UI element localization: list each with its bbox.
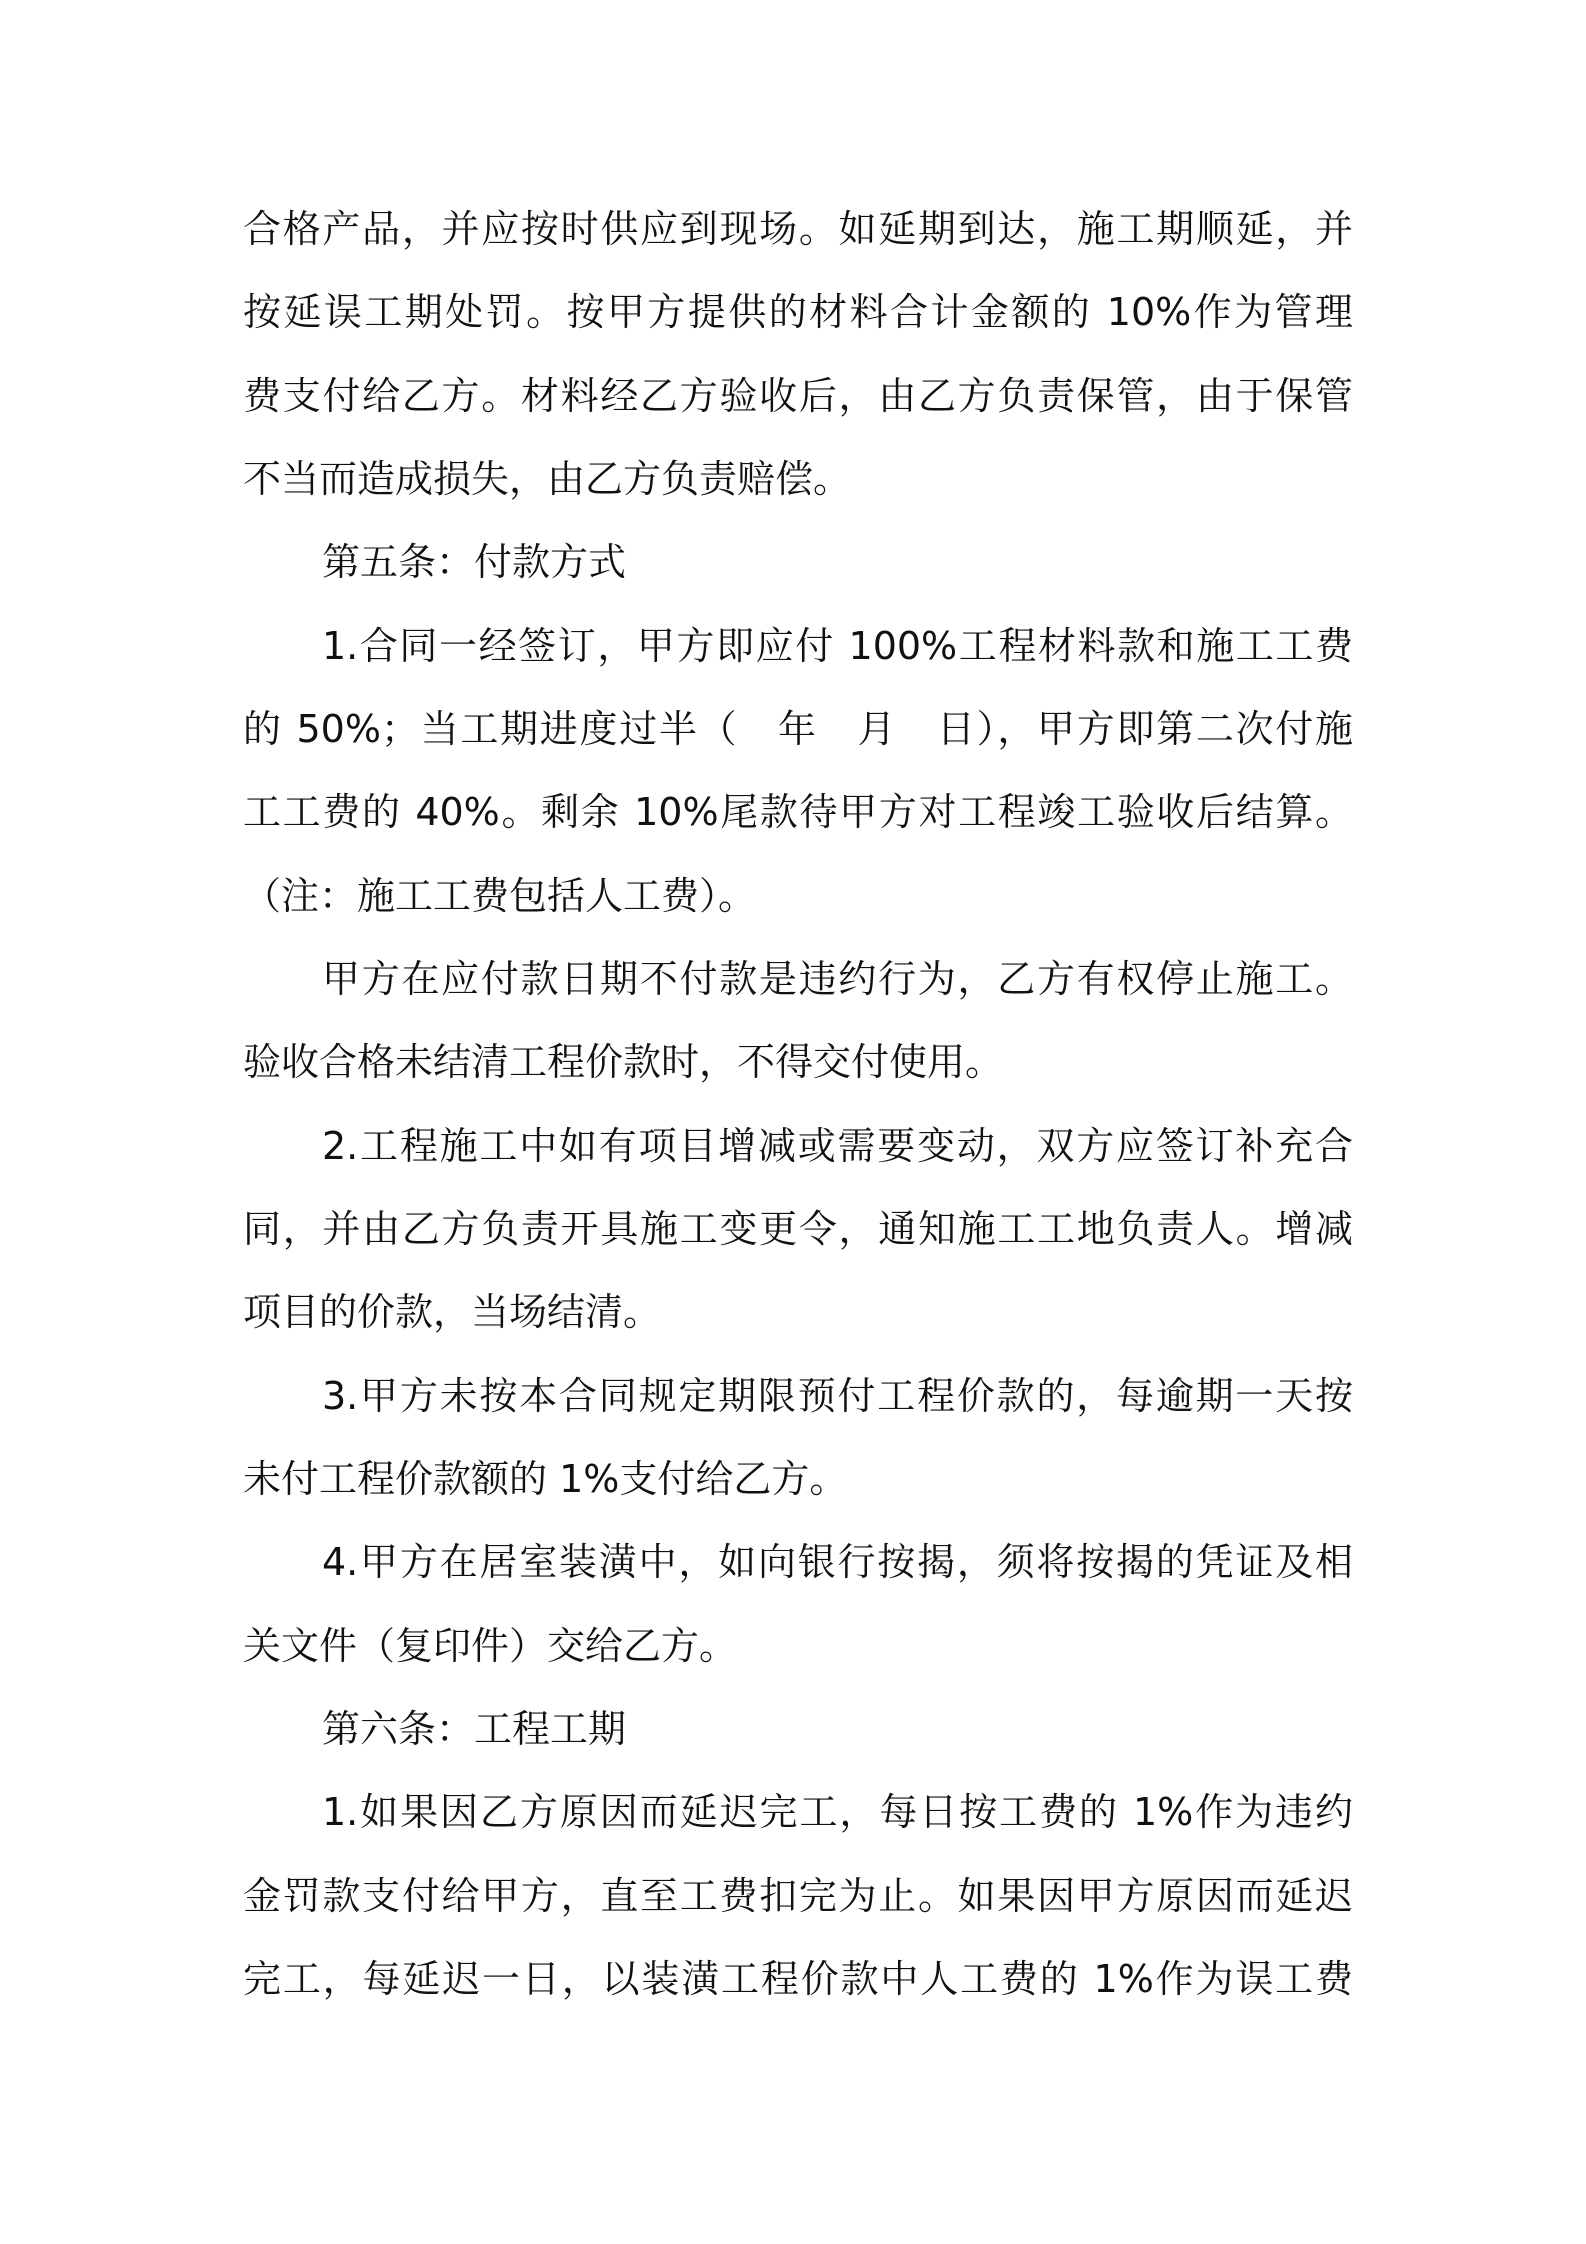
text-line: 的 50%；当工期进度过半（ 年 月 日），甲方即第二次付施 <box>243 707 1353 751</box>
text-line: 4.甲方在居室装潢中，如向银行按揭，须将按揭的凭证及相 <box>322 1540 1353 1584</box>
text-line: 1.如果因乙方原因而延迟完工，每日按工费的 1%作为违约 <box>322 1790 1353 1834</box>
text-line: 按延误工期处罚。按甲方提供的材料合计金额的 10%作为管理 <box>243 290 1353 334</box>
text-line: 金罚款支付给甲方，直至工费扣完为止。如果因甲方原因而延迟 <box>243 1874 1353 1918</box>
text-line: 工工费的 40%。剩余 10%尾款待甲方对工程竣工验收后结算。 <box>243 790 1353 834</box>
text-line: 验收合格未结清工程价款时，不得交付使用。 <box>243 1040 1004 1084</box>
section-heading: 第五条：付款方式 <box>322 540 627 584</box>
text-line: 甲方在应付款日期不付款是违约行为，乙方有权停止施工。 <box>322 957 1353 1001</box>
section-heading: 第六条：工程工期 <box>322 1707 627 1751</box>
text-line: （注：施工工费包括人工费）。 <box>243 874 757 918</box>
text-line: 未付工程价款额的 1%支付给乙方。 <box>243 1457 848 1501</box>
text-line: 项目的价款，当场结清。 <box>243 1290 662 1334</box>
text-line: 3.甲方未按本合同规定期限预付工程价款的，每逾期一天按 <box>322 1374 1353 1418</box>
text-line: 1.合同一经签订，甲方即应付 100%工程材料款和施工工费 <box>322 624 1353 668</box>
text-line: 合格产品，并应按时供应到现场。如延期到达，施工期顺延，并 <box>243 207 1353 251</box>
text-line: 同，并由乙方负责开具施工变更令，通知施工工地负责人。增减 <box>243 1207 1353 1251</box>
text-line: 不当而造成损失，由乙方负责赔偿。 <box>243 457 852 501</box>
text-line: 关文件（复印件）交给乙方。 <box>243 1624 738 1668</box>
text-line: 完工，每延迟一日，以装潢工程价款中人工费的 1%作为误工费 <box>243 1957 1353 2001</box>
text-line: 2.工程施工中如有项目增减或需要变动，双方应签订补充合 <box>322 1124 1353 1168</box>
text-line: 费支付给乙方。材料经乙方验收后，由乙方负责保管，由于保管 <box>243 374 1353 418</box>
